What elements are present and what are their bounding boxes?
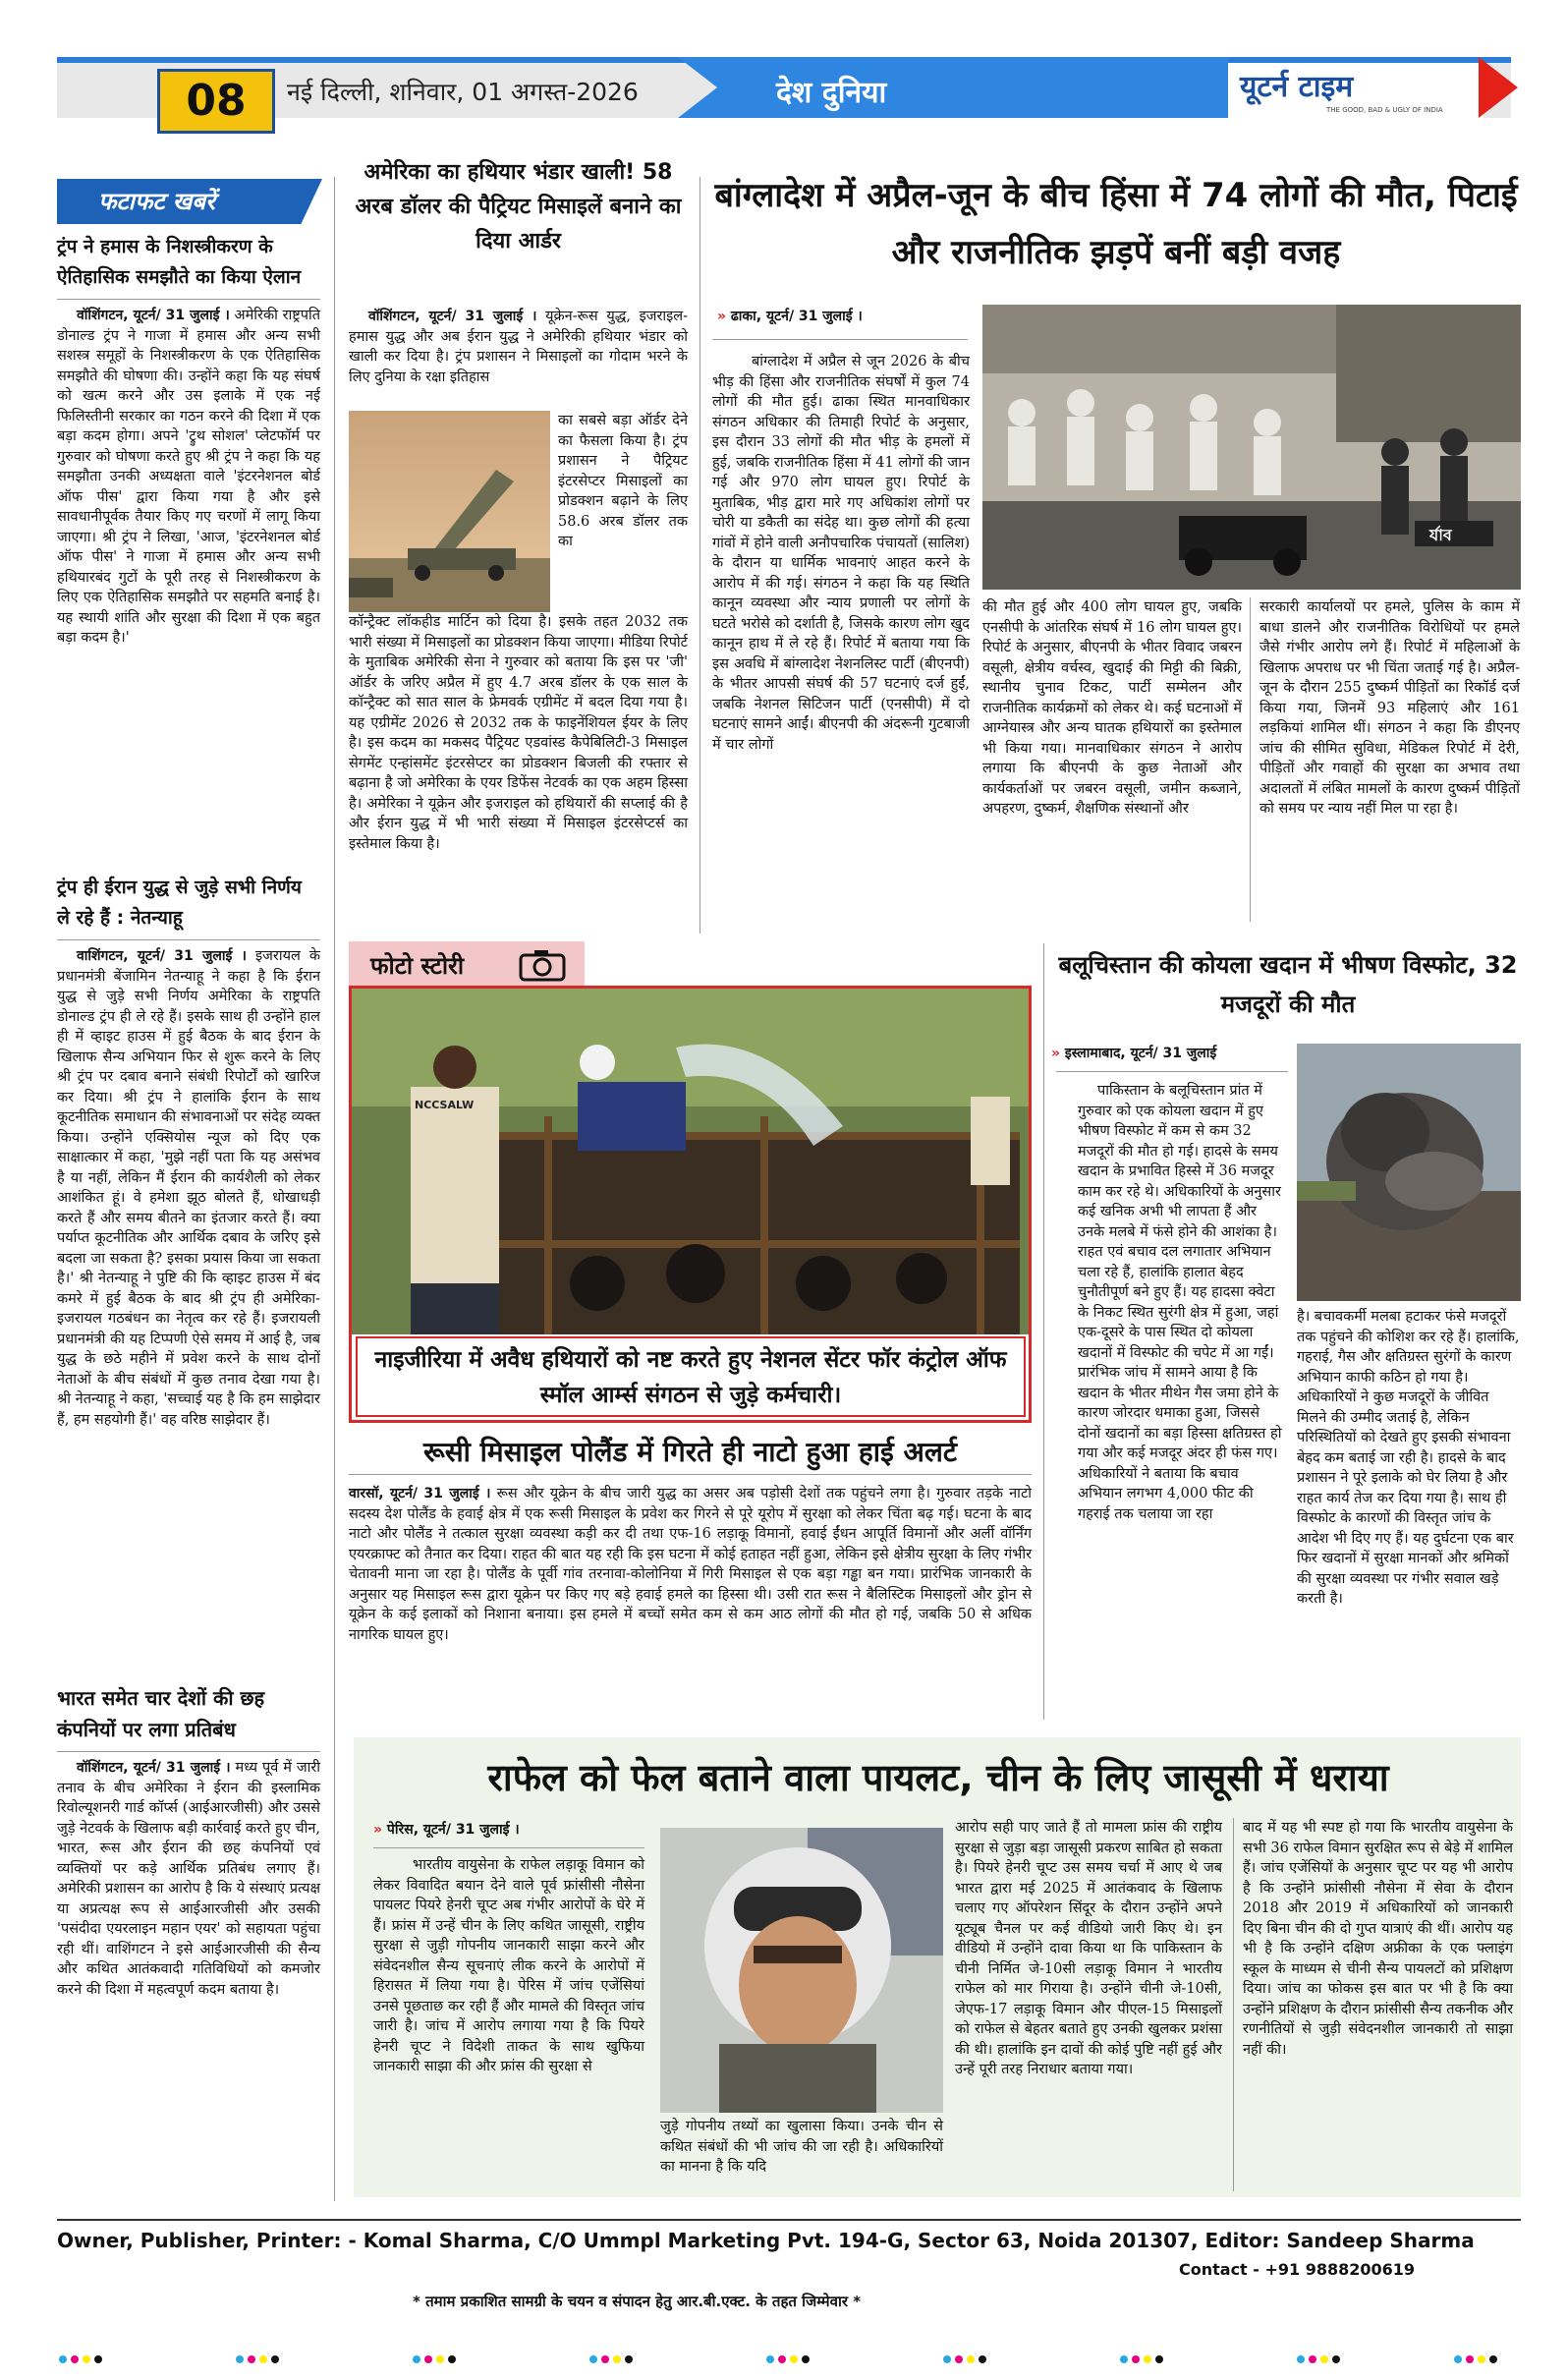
missile-headline: रूसी मिसाइल पोलैंड में गिरते ही नाटो हुआ हाई अलर्ट	[423, 1436, 957, 1468]
divider	[373, 1847, 644, 1848]
coal-dateline-wrap: » इस्लामाबाद, यूटर्न/ 31 जुलाई	[1051, 1046, 1217, 1061]
coal-col1-wrap	[1078, 1081, 1284, 1524]
registration-dots-2	[236, 2353, 283, 2366]
missile-body-wrap	[349, 1484, 1032, 1645]
column-divider	[1250, 597, 1251, 922]
bangladesh-article	[712, 167, 1520, 281]
footer-note: * तमाम प्रकाशित सामग्री के चयन व संपादन हेतु आर.बी.एक्ट. के तहत जिम्मेवार *	[413, 2293, 862, 2310]
registration-dots-6	[943, 2353, 990, 2366]
patriot-dateline: वॉशिंगटन, यूटर्न/ 31 जुलाई ।	[368, 309, 537, 324]
patriot-body-bottom: कॉन्ट्रैक्ट लॉकहीड मार्टिन को दिया है। इसके तहत 2032 तक भारी संख्या में मिसाइलों का प्रोडक्शन किया जाएगा। मीडिया रिपोर्ट के मुताबिक अमेरिकी सेना ने गुरुवार को बताया कि इस पर 'जी' ऑर्डर के जरिए अप्रैल में हुए 4.7 अरब डॉलर के एक साल के कॉन्ट्रैक्ट को सात साल के फ्रेमवर्क एग्रीमेंट में बदल दिया गया है। यह एग्रीमेंट 2026 से 2032 तक के फाइनेंशियल ईयर के लिए है। इस कदम का मकसद पैट्रियट एडवांस्ड कैपेबिलिटी-3 मिसाइल सेगमेंट एन्हांसमेंट इंटरसेप्टर का प्रोडक्शन बिजली की रफ्तार से बढ़ाना है जो अमेरिका के एयर डिफेंस नेटवर्क का एक अहम हिस्सा है। अमेरिका ने यूक्रेन और इजराइल को हथियारों की सप्लाई की है और ईरान युद्ध में भी भारी संख्या में मिसाइल इंटरसेप्टर्स का इस्तेमाल किया है।	[349, 614, 688, 852]
rafale-col1: भारतीय वायुसेना के राफेल लड़ाकू विमान को लेकर विवादित बयान देने वाले पूर्व फ्रांसीसी नौसेना पायलट पियरे हेनरी चूप्ट अब गंभीर आरोपों के घेरे में हैं। फ्रांस में उन्हें चीन के लिए कथित जासूसी, राष्ट्रीय सुरक्षा से जुड़ी गोपनीय जानकारी साझा करने और संवेदनशील सैन्य सूचनाएं लीक करने के आरोपों में हिरासत में लिया गया है। पेरिस में जांच एजेंसियां उनसे पूछताछ कर रही हैं और मामले की विस्तृत जांच जारी है। जांच में आरोप लगाया गया है कि पियरे हेनरी चूप्ट ने विदेशी ताकत के साथ खुफिया जानकारी साझा की और फ्रांस की सुरक्षा से	[373, 1857, 644, 2074]
registration-dots-5	[766, 2353, 813, 2366]
footer-imprint: Owner, Publisher, Printer: - Komal Sharma, C/O Ummpl Marketing Pvt. 194-G, Sector 63, Noida 201307, Editor: Sandeep Sharma	[57, 2229, 1475, 2252]
fatafat-dateline-1: वॉशिंगटन, यूटर्न/ 31 जुलाई ।	[77, 308, 230, 323]
footer-contact: Contact - +91 9888200619	[1179, 2260, 1416, 2279]
fatafat-headline-1: ट्रंप ने हमास के निशस्त्रीकरण के ऐतिहासिक समझौते का किया ऐलान	[57, 236, 302, 288]
patriot-body-side-wrap	[558, 411, 688, 552]
bangladesh-col3-wrap	[1259, 597, 1520, 820]
header-date: नई दिल्ली, शनिवार, 01 अगस्त-2026	[287, 78, 639, 106]
fatafat-body-3: मध्य पूर्व में जारी तनाव के बीच अमेरिका ने ईरान की इस्लामिक रिवोल्यूशनरी गार्ड कॉर्प्स (आईआरजीसी) और उससे जुड़े नेटवर्क के खिलाफ बड़ी कार्रवाई करते हुए चीन, भारत, रूस और ईरान की छह कंपनियों एवं व्यक्तियों पर कड़े आर्थिक प्रतिबंध लगाए हैं। अमेरिकी प्रशासन का आरोप है कि ये संस्थाएं प्रत्यक्ष या अप्रत्यक्ष रूप से आईआरजीसी और उसकी 'पसंदीदा एयरलाइन महान एयर' को सहायता पहुंचा रही थीं। वाशिंगटन ने इसे आईआरजीसी की सैन्य और कथित आतंकवादी गतिविधियों को कमजोर करने की दिशा में महत्वपूर्ण कदम बताया है।	[57, 1760, 321, 1998]
coal-col2-wrap	[1297, 1307, 1521, 1610]
rafale-photo-caption: जुड़े गोपनीय तथ्यों का खुलासा किया। उनके चीन से कथित संबंधों की भी जांच की जा रही है। अधिकारियों का मानना है कि यदि	[660, 2119, 943, 2175]
patriot-body-top-wrap	[349, 307, 688, 387]
bangladesh-col2-wrap	[982, 597, 1242, 820]
fatafat-item-1	[57, 232, 320, 649]
bangladesh-dateline: ढाका, यूटर्न/ 31 जुलाई ।	[730, 309, 863, 324]
coal-col1: पाकिस्तान के बलूचिस्तान प्रांत में गुरुवार को एक कोयला खदान में हुए भीषण विस्फोट में कम से कम 32 मजदूरों की मौत हो गई। हादसे के समय खदान के प्रभावित हिस्से में 36 मजदूर काम कर रहे थे। अधिकारियों के अनुसार कई खनिक अभी भी लापता हैं और उनके मलबे में फंसे होने की आशंका है। राहत एवं बचाव दल लगातार अभियान चला रहे हैं, हालांकि हालात बेहद चुनौतीपूर्ण बने हुए हैं। यह हादसा क्वेटा के निकट स्थित सुरंगी क्षेत्र में हुआ, जहां एक-दूसरे के पास स्थित दो कोयला खदानों में विस्फोट की चपेट में आ गईं। प्रारंभिक जांच में सामने आया है कि खदान के भीतर मीथेन गैस जमा होने के कारण जोरदार धमाका हुआ, जिससे दोनों खदानों का बड़ा हिस्सा क्षतिग्रस्त हो गया और कई मजदूर अंदर ही फंस गए। अधिकारियों ने बताया कि बचाव अभियान लगभग 4,000 फीट की गहराई तक चलाया जा रहा	[1078, 1083, 1282, 1522]
brand-tagline: THE GOOD, BAD & UGLY OF INDIA	[1326, 106, 1443, 114]
camera-icon	[519, 948, 566, 986]
column-divider	[1043, 943, 1044, 1720]
fatafat-dateline-3: वॉशिंगटन, यूटर्न/ 31 जुलाई ।	[77, 1760, 231, 1776]
registration-dots-8	[1297, 2353, 1344, 2366]
rafale-col2: आरोप सही पाए जाते हैं तो मामला फ्रांस की राष्ट्रीय सुरक्षा से जुड़ा बड़ा जासूसी प्रकरण साबित हो सकता है। पियरे हेनरी चूप्ट उस समय चर्चा में आए थे जब भारत द्वारा मई 2025 में आतंकवाद के खिलाफ चलाए गए ऑपरेशन सिंदूर के दौरान उन्होंने अपने यूट्यूब चैनल पर कई वीडियो जारी किए थे। इन वीडियो में उन्होंने दावा किया था कि पाकिस्तान के चीनी निर्मित जे-10सी लड़ाकू विमान ने भारतीय राफेल को मार गिराया है। उन्होंने चीनी जे-10सी, जेएफ-17 लड़ाकू विमान और पीएल-15 मिसाइलों को राफेल से बेहतर बताते हुए उनकी खुलकर प्रशंसा की थी। हालांकि इन दावों की कोई पुष्टि नहीं हुई और उन्हें पूरी तरह निराधार बताया गया।	[955, 1820, 1222, 2077]
registration-dots-9	[1454, 2353, 1501, 2366]
rafale-dateline: पेरिस, यूटर्न/ 31 जुलाई ।	[386, 1822, 520, 1838]
coal-explosion-photo	[1297, 1044, 1521, 1301]
rafale-col3: बाद में यह भी स्पष्ट हो गया कि भारतीय वायुसेना के सभी 36 राफेल विमान सुरक्षित रूप से बेड़े में शामिल हैं। जांच एजेंसियों के अनुसार चूप्ट पर यह भी आरोप है कि उन्होंने फ्रांसीसी नौसेना में सेवा के दौरान 2018 और 2019 में अधिकारियों को जानकारी दिए बिना चीन की दो गुप्त यात्राएं की थीं। आरोप यह भी है कि उन्होंने दक्षिण अफ्रीका के एक फ्लाइंग स्कूल के माध्यम से चीनी सैन्य पायलटों को प्रशिक्षण दिया। जांच का फोकस इस बात पर भी है कि क्या उन्होंने प्रशिक्षण के दौरान फ्रांसीसी सैन्य तकनीक और रणनीतियों से जुड़ी संवेदनशील जानकारी तो साझा नहीं की।	[1243, 1820, 1513, 2058]
fatafat-body-1: अमेरिकी राष्ट्रपति डोनाल्ड ट्रंप ने गाजा में हमास और अन्य सभी सशस्त्र समूहों के निशस्त्रीकरण के एक ऐतिहासिक समझौते की घोषणा की। उन्होंने कहा कि यह संघर्ष को खत्म करने और उस इलाके में एक नई फिलिस्तीनी सरकार का गठन करने की दिशा में एक बड़ा कदम होगा। अपने 'ट्रुथ सोशल' प्लेटफॉर्म पर गुरुवार को घोषणा करते हुए श्री ट्रंप ने कहा कि यह समझौता उनकी अध्यक्षता वाले 'इंटरनेशनल बोर्ड ऑफ पीस' द्वारा किया गया है और इसे सावधानीपूर्वक तैयार किए गए चरणों में लागू किया जाएगा। श्री ट्रंप ने लिखा, 'आज, 'इंटरनेशनल बोर्ड ऑफ पीस' ने गाजा में हमास और अन्य सभी हथियारबंद गुटों के पूरी तरह से निशस्त्रीकरण के लिए एक ऐतिहासिक समझौते पर सहमति बनाई है। यह स्थायी शांति और सुरक्षा की दिशा में एक बहुत बड़ा कदम है।'	[57, 308, 320, 646]
coal-headline: बलूचिस्तान की कोयला खदान में भीषण विस्फोट, 32 मजदूरों की मौत	[1058, 951, 1518, 1018]
photo-story-image	[352, 989, 1029, 1334]
coal-dateline: इस्लामाबाद, यूटर्न/ 31 जुलाई	[1064, 1046, 1217, 1061]
column-divider	[334, 177, 335, 2201]
photo-story-label: फोटो स्टोरी	[370, 952, 465, 980]
divider	[712, 339, 968, 340]
registration-dots-3	[413, 2353, 460, 2366]
missile-body: रूस और यूक्रेन के बीच जारी युद्ध का असर अब पड़ोसी देशों तक पहुंचने लगा है। गुरुवार तड़के नाटो सदस्य देश पोलैंड के हवाई क्षेत्र में एक रूसी मिसाइल के प्रवेश कर गिरने से पूरे यूरोप में सुरक्षा को लेकर चिंता बढ़ गई। घटना के बाद नाटो और पोलैंड ने तत्काल सुरक्षा व्यवस्था कड़ी कर दी तथा एफ-16 लड़ाकू विमानों, हवाई ईंधन आपूर्ति विमानों और अर्ली वॉर्निंग एयरक्राफ्ट को तैनात कर दिया। राहत की बात यह रही कि इस घटना में कोई हताहत नहीं हुआ, लेकिन इसे क्षेत्रीय सुरक्षा के लिए गंभीर चेतावनी माना जा रहा है। पोलैंड के पूर्वी गांव तरनावा-कोलोनिया में गिरी मिसाइल से एक बड़ा गड्ढा बन गया। प्रारंभिक जानकारी के अनुसार यह मिसाइल रूस द्वारा यूक्रेन पर किए गए बड़े हवाई हमले का हिस्सा थी। उसी रात रूस ने बैलिस्टिक मिसाइलों और ड्रोन से यूक्रेन के कई इलाकों को निशाना बनाया। इस हमले में बच्चों समेत कम से कम आठ लोगों की मौत हो गई, जबकि 50 से अधिक नागरिक घायल हुए।	[349, 1486, 1033, 1643]
photo-story-caption: नाइजीरिया में अवैध हथियारों को नष्ट करते हुए नेशनल सेंटर फॉर कंट्रोल ऑफ स्मॉल आर्म्स संगठन से जुड़े कर्मचारी।	[356, 1336, 1026, 1417]
fatafat-dateline-2: वाशिंगटन, यूटर्न/ 31 जुलाई ।	[77, 948, 247, 964]
patriot-missile-photo	[349, 411, 550, 612]
patriot-body-side: का सबसे बड़ा ऑर्डर देने का फैसला किया है। ट्रंप प्रशासन ने पैट्रियट इंटरसेप्टर मिसाइलों का प्रोडक्शन बढ़ाने के लिए 58.6 अरब डॉलर तक का	[558, 413, 688, 549]
fatafat-label: फटाफट खबरें	[98, 188, 215, 215]
bangladesh-col2: की मौत हुई और 400 लोग घायल हुए, जबकि एनसीपी के आंतरिक संघर्ष में 16 लोग घायल हुए। रिपोर्ट के अनुसार, बीएनपी के भीतर विवाद जबरन वसूली, क्षेत्रीय वर्चस्व, खुदाई की मिट्टी की बिक्री, स्थानीय चुनाव टिकट, पार्टी सम्मेलन और राजनीतिक कार्यक्रमों को लेकर थे। कई घटनाओं में आग्नेयास्त्र और अन्य घातक हथियारों का इस्तेमाल भी किया गया। मानवाधिकार संगठन ने आरोप लगाया कि बीएनपी के कुछ नेताओं और कार्यकर्ताओं पर जबरन वसूली, जमीन कब्जाने, अपहरण, दुष्कर्म, शैक्षणिक संस्थानों और	[982, 599, 1242, 817]
fatafat-body-2: इजरायल के प्रधानमंत्री बेंजामिन नेतन्याहू ने कहा है कि ईरान युद्ध से जुड़े सभी निर्णय अमेरिका के राष्ट्रपति डोनाल्ड ट्रंप ही ले रहे हैं। इसके साथ ही उन्होंने हाल ही में व्हाइट हाउस में हुई बैठक के बाद ईरान के खिलाफ सैन्य अभियान फिर से शुरू करने के लिए श्री ट्रंप पर दबाव बनाने संबंधी रिपोर्टों को खारिज कर दिया। श्री ट्रंप ने हालांकि ईरान के साथ कूटनीतिक समाधान की संभावनाओं पर संदेह व्यक्त किया। उन्होंने एक्सियोस न्यूज को दिए एक साक्षात्कार में कहा, 'मुझे नहीं पता कि यह असंभव है या नहीं, लेकिन मैं ईरान की कार्यशैली को लेकर आशंकित हूं। वे हमेशा झूठ बोलते हैं, धोखाधड़ी करते हैं और समय बीतने का इंतजार करते हैं। क्या पर्याप्त कूटनीतिक और आर्थिक दबाव के जरिए इसे बदला जा सकता है? इसका प्रयास किया जा सकता है।' श्री नेतन्याहू ने पुष्टि की कि व्हाइट हाउस में बंद कमरे में हुई बैठक के बाद श्री ट्रंप ही अमेरिका-इजरायल गठबंधन का नेतृत्व कर रहे हैं। इजरायली प्रधानमंत्री की यह टिप्पणी ऐसे समय में आई है, जब युद्ध के छठे महीने में प्रवेश करने के साथ दोनों नेताओं के बीच संबंधों में कुछ तनाव देखा गया है। श्री नेतन्याहू ने कहा, 'सच्चाई यह है कि हम साझेदार हैं, हम सहयोगी हैं।' वह वरिष्ठ साझेदार हैं।	[57, 948, 320, 1428]
rafale-col2-wrap	[955, 1818, 1222, 2080]
divider	[1056, 1071, 1288, 1072]
bangladesh-dateline-wrap: » ढाका, यूटर्न/ 31 जुलाई ।	[717, 309, 863, 324]
bangladesh-protest-photo	[982, 305, 1521, 590]
footer-rule	[57, 2219, 1521, 2221]
bangladesh-headline: बांग्लादेश में अप्रैल-जून के बीच हिंसा में 74 लोगों की मौत, पिटाई और राजनीतिक झड़पें बनीं बड़ी वजह	[714, 176, 1518, 272]
rafale-col1-wrap	[373, 1855, 644, 2077]
column-divider	[1233, 1818, 1234, 2191]
fatafat-item-2	[57, 873, 320, 1430]
patriot-body-bottom-wrap	[349, 612, 688, 854]
photo-story-vest-text: NCCSALW	[415, 1099, 475, 1111]
section-banner	[678, 57, 1228, 118]
coal-col2: है। बचावकर्मी मलबा हटाकर फंसे मजदूरों तक पहुंचने की कोशिश कर रहे हैं। हालांकि, गहराई, गैस और क्षतिग्रस्त सुरंगों के कारण अभियान काफी कठिन हो गया है। अधिकारियों ने कुछ मजदूरों के जीवित मिलने की उम्मीद जताई है, लेकिन परिस्थितियों को देखते हुए इसकी संभावना बेहद कम बताई जा रही है। हादसे के बाद प्रशासन ने पूरे इलाके को घेर लिया है और राहत कार्य तेज कर दिया गया है। साथ ही विस्फोट के कारणों की विस्तृत जांच के आदेश भी दिए गए हैं। यह दुर्घटना एक बार फिर खदानों में सुरक्षा मानकों और श्रमिकों की सुरक्षा व्यवस्था पर गंभीर सवाल खड़े करती है।	[1297, 1309, 1520, 1607]
registration-dots-7	[1120, 2353, 1167, 2366]
rafale-pilot-photo	[660, 1828, 943, 2113]
page-number: 08	[157, 69, 275, 134]
bangladesh-col3: सरकारी कार्यालयों पर हमले, पुलिस के काम में बाधा डालने और राजनीतिक विरोधियों पर हमले जैसे गंभीर आरोप लगे हैं। रिपोर्ट में महिलाओं के खिलाफ अपराध पर भी चिंता जताई गई है। अप्रैल-जून के दौरान 255 दुष्कर्म पीड़ितों का रिकॉर्ड दर्ज किया गया, जिनमें 93 महिलाएं और 161 लड़कियां शामिल थीं। संगठन ने कहा कि डीएनए जांच की सीमित सुविधा, मेडिकल रिपोर्ट में देरी, पीड़ितों और गवाहों की सुरक्षा का अभाव तथा अदालतों में लंबित मामलों के कारण दुष्कर्म पीड़ितों को समय पर न्याय नहीं मिल पा रहा है।	[1259, 599, 1520, 817]
fatafat-headline-2: ट्रंप ही ईरान युद्ध से जुड़े सभी निर्णय ले रहे हैं : नेतन्याहू	[57, 877, 302, 929]
rafale-photo-caption-wrap	[660, 2117, 943, 2178]
fatafat-headline-3: भारत समेत चार देशों की छह कंपनियों पर लगा प्रतिबंध	[57, 1686, 265, 1741]
fatafat-item-3	[57, 1682, 320, 2000]
registration-dots-4	[589, 2353, 637, 2366]
bangladesh-photo-sign: র্যাব	[1429, 526, 1452, 544]
patriot-article	[349, 155, 688, 258]
rafale-col3-wrap	[1243, 1818, 1513, 2060]
patriot-body-top: यूक्रेन-रूस युद्ध, इजराइल-हमास युद्ध और अब ईरान युद्ध ने अमेरिकी हथियार भंडार को खाली कर दिया है। ट्रंप प्रशासन ने मिसाइलों का गोदाम भरने के लिए दुनिया के रक्षा इतिहास	[349, 309, 688, 385]
divider	[349, 1474, 1032, 1475]
bangladesh-col1: बांग्लादेश में अप्रैल से जून 2026 के बीच भीड़ की हिंसा और राजनीतिक संघर्षों में कुल 74 लोगों की मौत हुई। ढाका स्थित मानवाधिकार संगठन अधिकार की तिमाही रिपोर्ट के अनुसार, इस दौरान 33 लोगों की मौत भीड़ के हमलों में हुई, जबकि राजनीतिक हिंसा में 41 लोगों की जान गई और 970 लोग घायल हुए। रिपोर्ट के मुताबिक, भीड़ द्वारा मारे गए अधिकांश लोगों पर चोरी या डकैती का संदेह था। कुछ लोगों की हत्या गांवों में होने वाली अनौपचारिक पंचायतों (सालिश) के दौरान या धार्मिक भावनाएं आहत करने के आरोप में की गई। संगठन ने कहा कि यह स्थिति कानून व्यवस्था और न्याय प्रणाली पर लोगों के घटते भरोसे को दर्शाती है, जिसके कारण लोग खुद कानून हाथ में ले रहे हैं। रिपोर्ट में बताया गया कि इस अवधि में बांग्लादेश नेशनलिस्ट पार्टी (बीएनपी) के भीतर आपसी संघर्ष की 57 घटनाएं दर्ज हुईं, जबकि नेशनल सिटिजन पार्टी (एनसीपी) में दो घटनाएं सामने आईं। बीएनपी की अंदरूनी गुटबाजी में चार लोगों	[712, 354, 970, 753]
section-title: देश दुनिया	[776, 76, 887, 110]
missile-dateline: वारसॉ, यूटर्न/ 31 जुलाई ।	[349, 1486, 491, 1502]
registration-dots-1	[59, 2353, 106, 2366]
rafale-headline: राफेल को फेल बताने वाला पायलट, चीन के लिए जासूसी में धराया	[487, 1756, 1389, 1799]
rafale-dateline-wrap: » पेरिस, यूटर्न/ 31 जुलाई ।	[373, 1822, 520, 1838]
bangladesh-col1-wrap	[712, 352, 970, 755]
patriot-headline: अमेरिका का हथियार भंडार खाली! 58 अरब डॉलर की पैट्रियट मिसाइलें बनाने का दिया आर्डर	[355, 160, 682, 254]
brand-logo: यूटर्न टाइम	[1240, 70, 1354, 104]
